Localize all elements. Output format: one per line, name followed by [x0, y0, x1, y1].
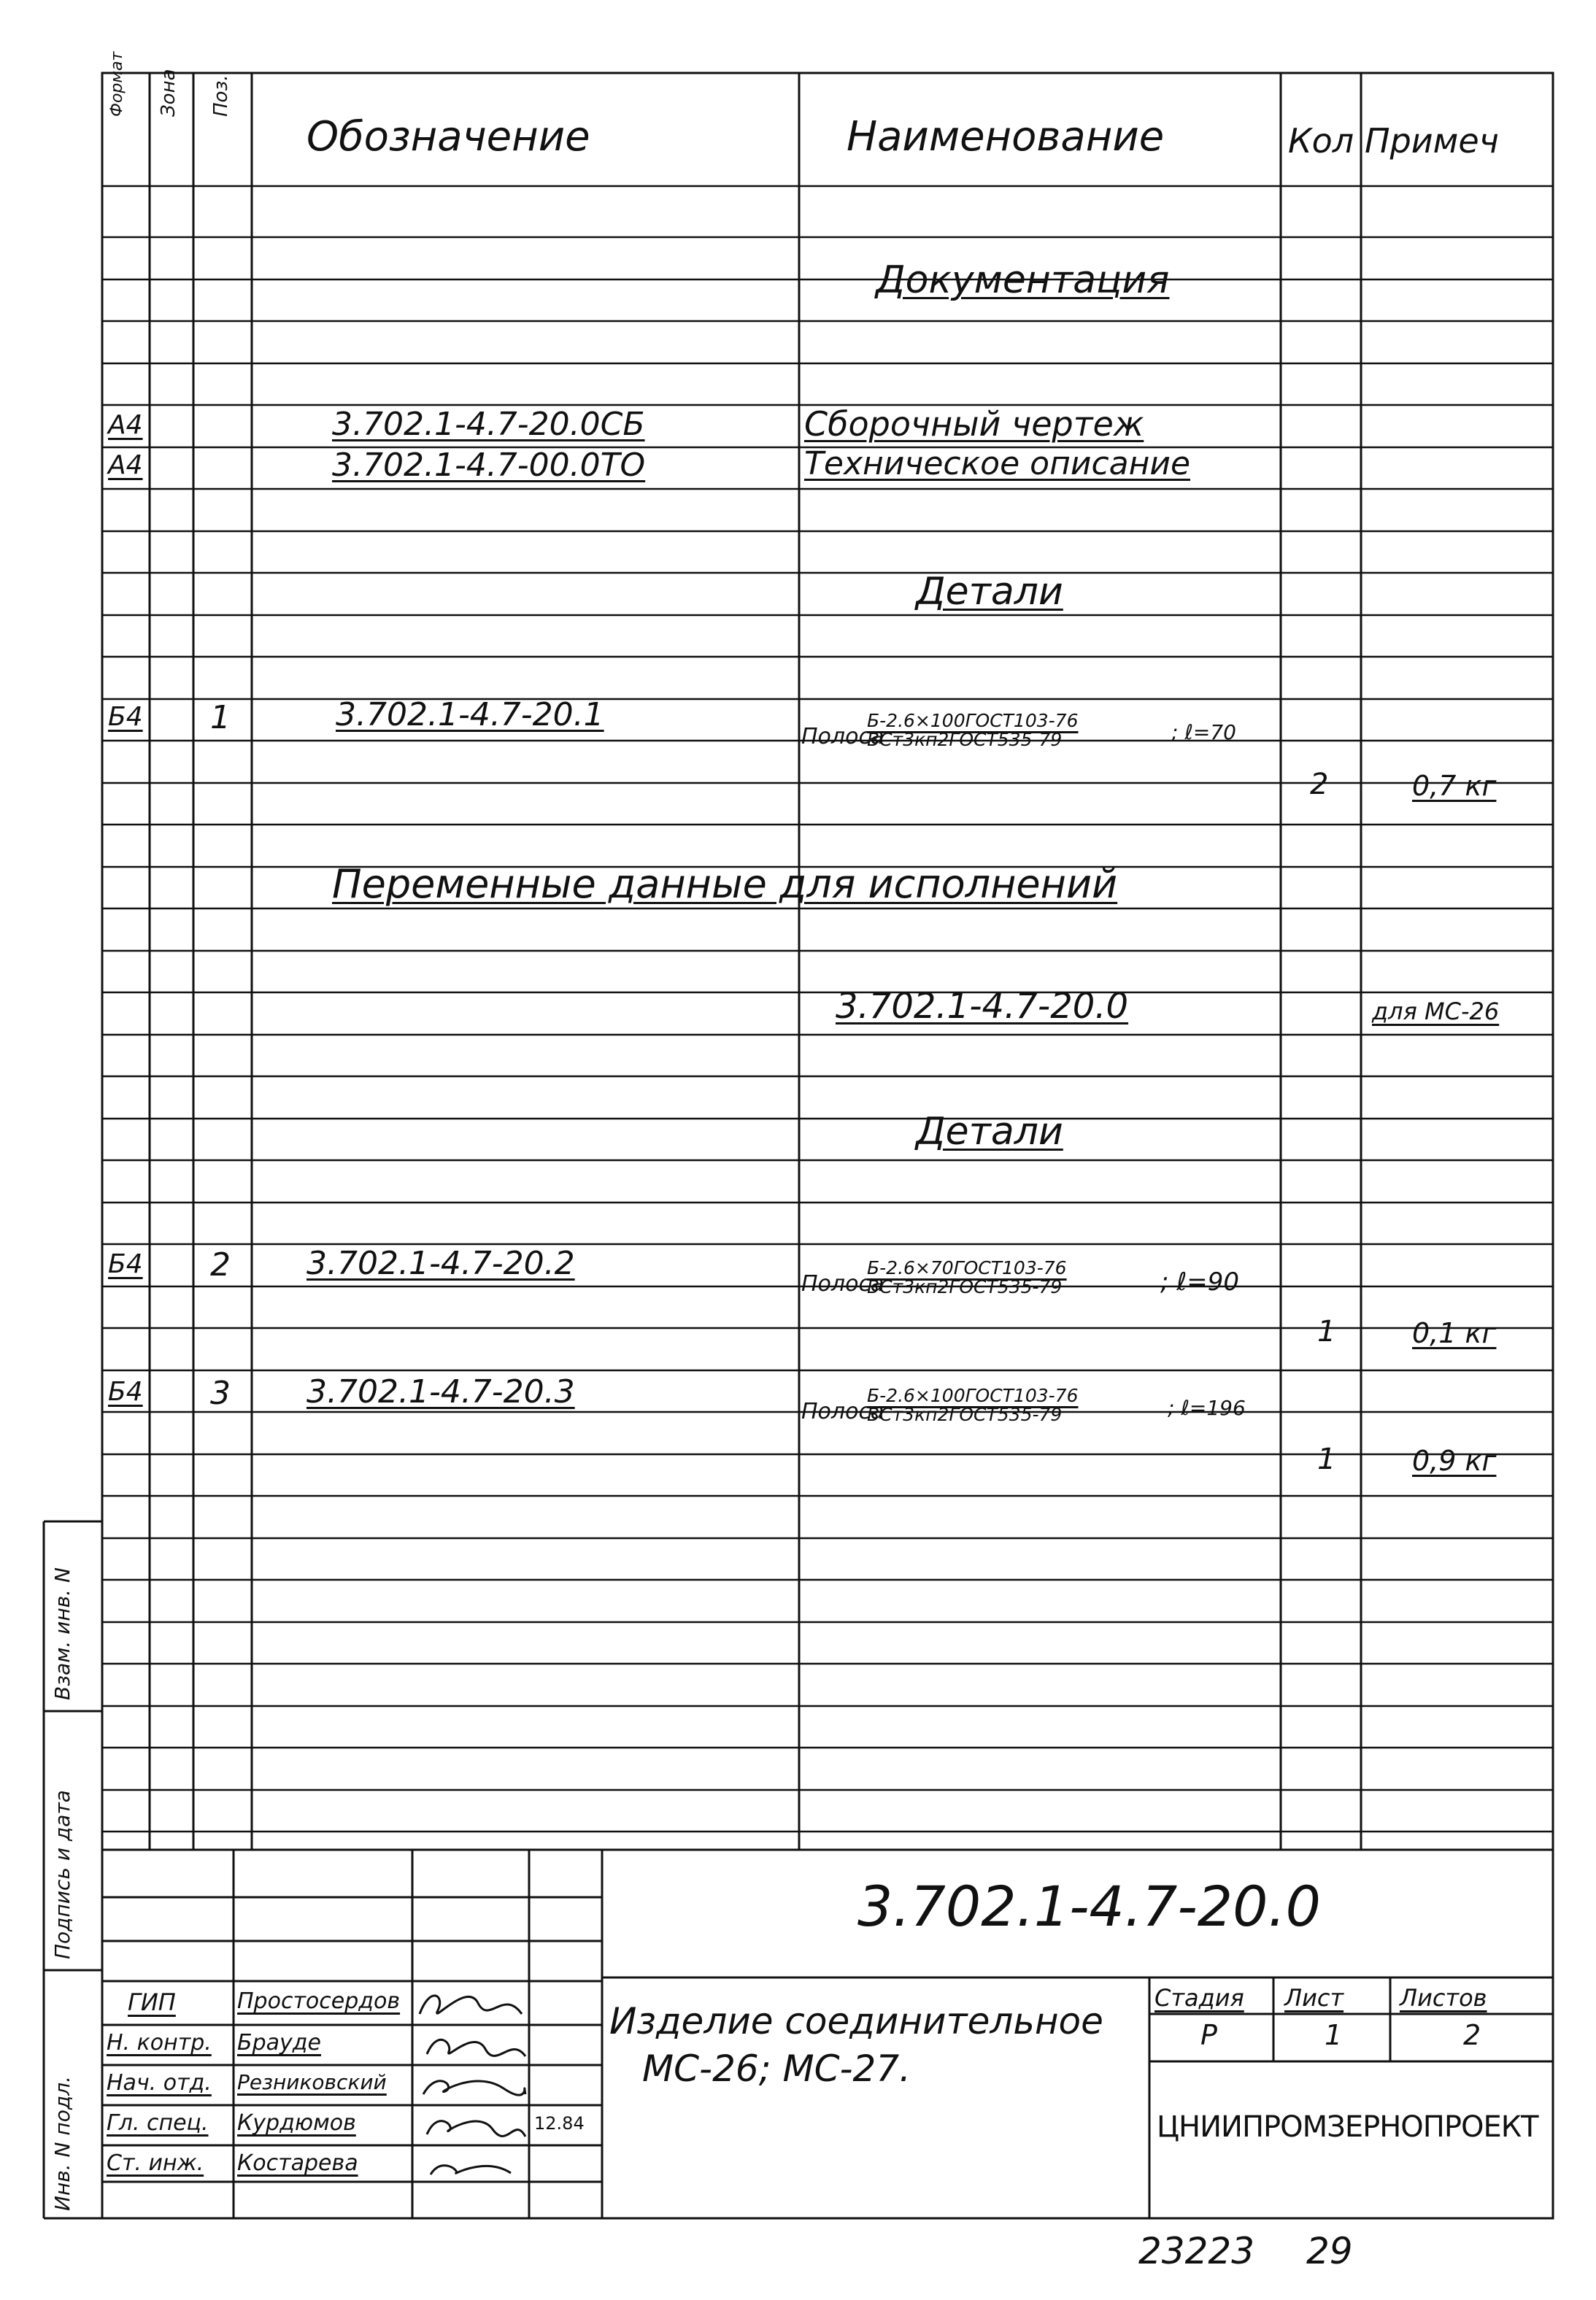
footer-page: 29: [1306, 2230, 1353, 2272]
section-details: Детали: [916, 570, 1063, 614]
footer-number: 23223: [1138, 2230, 1255, 2272]
item2-note: 0,1 кг: [1412, 1317, 1497, 1349]
item2-pos: 2: [210, 1246, 231, 1284]
header-qty: Кол: [1288, 121, 1354, 161]
header-designation: Обозначение: [307, 113, 590, 161]
variant-note: для МС-26: [1372, 997, 1500, 1025]
item2-qty: 1: [1317, 1315, 1336, 1348]
item3-length: ; ℓ=196: [1168, 1396, 1246, 1420]
row1-name: Сборочный чертеж: [804, 404, 1144, 444]
item1-name-bottom: ВСт3кп2ГОСТ535-79: [867, 729, 1063, 751]
item1-pos: 1: [210, 699, 231, 736]
title-code: 3.702.1-4.7-20.0: [857, 1874, 1322, 1939]
item1-length: ; ℓ=70: [1171, 720, 1236, 744]
header-name: Наименование: [847, 113, 1165, 161]
signature-strokes: [420, 1996, 525, 2174]
item2-format: Б4: [108, 1249, 143, 1279]
item1-note: 0,7 кг: [1412, 770, 1497, 802]
organization: ЦНИИПРОМЗЕРНОПРОЕКТ: [1157, 2110, 1538, 2144]
side-replace-inv: Взам. инв. N: [50, 1567, 74, 1700]
item3-name-top: Б-2.6×100ГОСТ103-76: [867, 1385, 1079, 1406]
row2-format: А4: [108, 450, 143, 480]
header-pos: Поз.: [210, 74, 232, 117]
item2-name-prefix: Полоса: [801, 1271, 884, 1297]
side-sign-date: Подпись и дата: [50, 1790, 74, 1959]
role-4: Ст. инж.: [107, 2150, 204, 2176]
section-details-2: Детали: [916, 1110, 1063, 1154]
item3-name-prefix: Полоса: [801, 1399, 884, 1424]
item3-qty: 1: [1317, 1443, 1336, 1476]
stage-value: Р: [1200, 2019, 1217, 2051]
role-0: ГИП: [128, 1988, 176, 2016]
variant-code: 3.702.1-4.7-20.0: [836, 986, 1129, 1027]
person-1: Брауде: [237, 2030, 321, 2056]
sheet-value: 1: [1325, 2019, 1343, 2051]
header-format: Формат: [108, 51, 126, 117]
person-4: Костарева: [237, 2150, 358, 2176]
item2-length: ; ℓ=90: [1160, 1267, 1240, 1297]
item2-name-bottom: ВСт3кп2ГОСТ535-79: [867, 1276, 1063, 1298]
side-inv-orig: Инв. N подл.: [50, 2076, 74, 2211]
item3-pos: 3: [210, 1375, 231, 1412]
header-zone: Зона: [158, 69, 180, 117]
person-3: Курдюмов: [237, 2110, 356, 2136]
stage-label: Стадия: [1154, 1984, 1244, 2012]
item2-name-top: Б-2.6×70ГОСТ103-76: [867, 1257, 1067, 1278]
sheet-label: Лист: [1284, 1984, 1344, 2012]
sign-date: 12.84: [534, 2113, 585, 2134]
item1-designation: 3.702.1-4.7-20.1: [336, 696, 604, 733]
role-2: Нач. отд.: [107, 2070, 212, 2096]
signature-3: [427, 2121, 525, 2137]
header-note: Примеч: [1365, 121, 1499, 161]
row1-designation: 3.702.1-4.7-20.0СБ: [332, 406, 645, 443]
person-0: Простосердов: [237, 1988, 401, 2014]
role-3: Гл. спец.: [107, 2110, 209, 2136]
item3-name-bottom: ВСт3кп2ГОСТ535-79: [867, 1404, 1063, 1426]
item3-designation: 3.702.1-4.7-20.3: [307, 1373, 575, 1411]
section-documentation: Документация: [876, 258, 1170, 302]
item1-name-prefix: Полоса: [801, 724, 884, 749]
item3-note: 0,9 кг: [1412, 1445, 1497, 1477]
sheets-label: Листов: [1400, 1984, 1487, 2012]
signature-4: [431, 2166, 511, 2174]
item1-qty: 2: [1310, 768, 1329, 801]
title-product-line2: МС-26; МС-27.: [642, 2048, 911, 2090]
item2-designation: 3.702.1-4.7-20.2: [307, 1245, 575, 1282]
sheets-value: 2: [1463, 2019, 1481, 2051]
row1-format: А4: [108, 410, 143, 440]
row2-name: Техническое описание: [804, 445, 1191, 482]
person-2: Резниковский: [237, 2070, 387, 2094]
role-1: Н. контр.: [107, 2030, 212, 2056]
section-variable-data: Переменные данные для исполнений: [332, 861, 1118, 907]
title-product: Изделие соединительное: [609, 2000, 1103, 2042]
item1-format: Б4: [108, 702, 143, 732]
signature-2: [423, 2081, 525, 2095]
row2-designation: 3.702.1-4.7-00.0ТО: [332, 447, 646, 484]
item1-name-top: Б-2.6×100ГОСТ103-76: [867, 710, 1079, 731]
signature-1: [427, 2039, 525, 2056]
signature-0: [420, 1996, 522, 2014]
item3-format: Б4: [108, 1377, 143, 1407]
